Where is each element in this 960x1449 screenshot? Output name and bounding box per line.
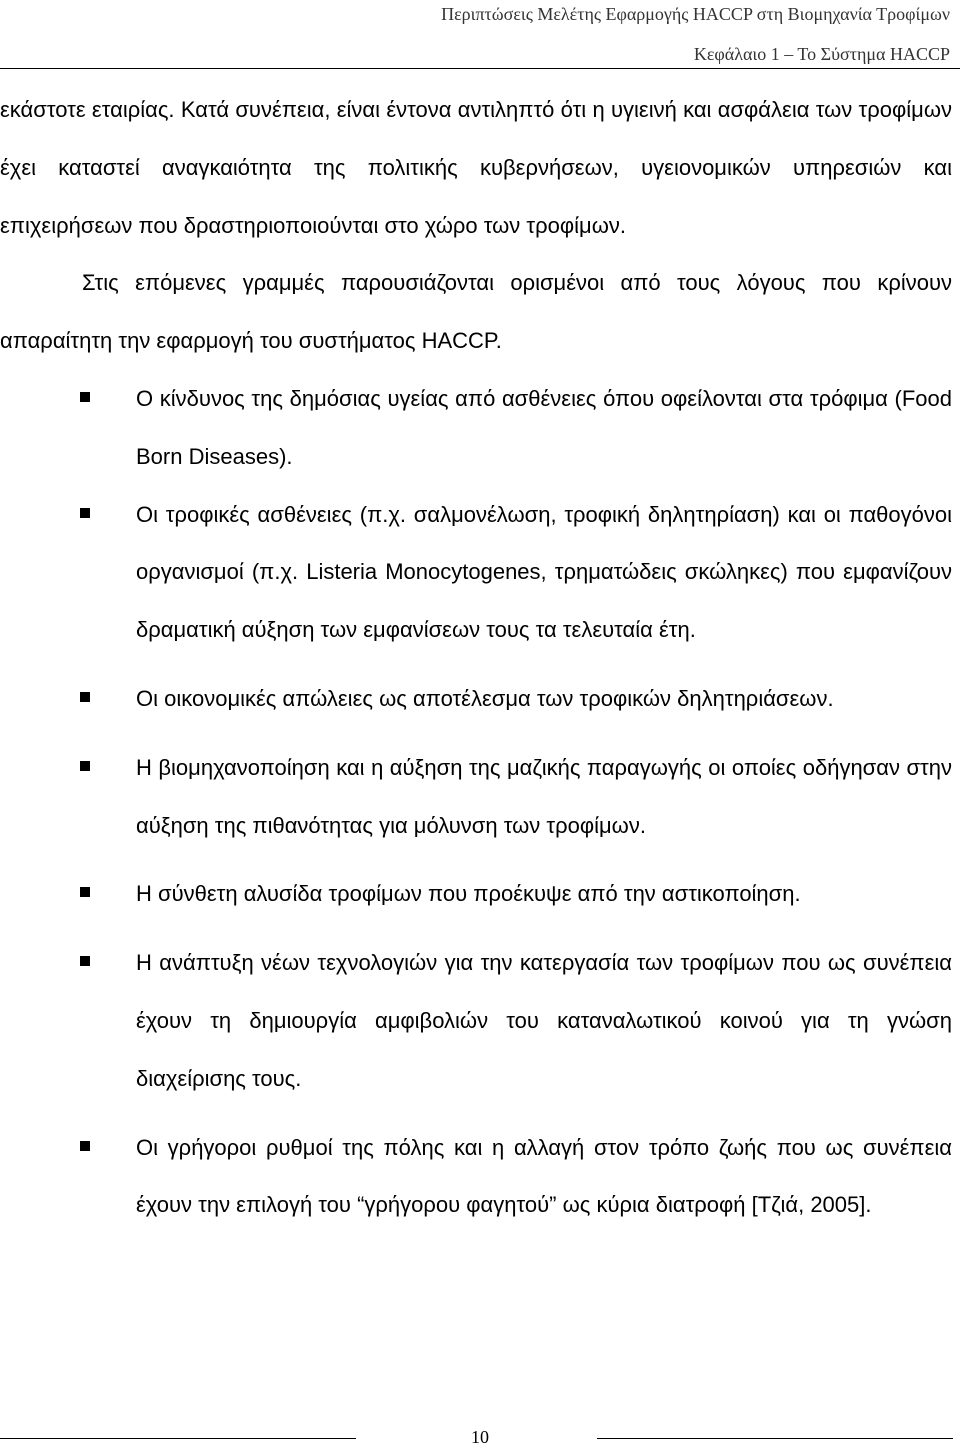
square-bullet-icon	[80, 1141, 90, 1151]
square-bullet-icon	[80, 508, 90, 518]
list-item	[0, 739, 952, 855]
page-body	[0, 81, 952, 1234]
list-item-text: Η βιομηχανοποίηση και η αύξηση της μαζικής παραγωγής οι οποίες οδήγησαν στην αύξηση της πιθανότητας για μόλυνση των τροφίμων.	[136, 754, 952, 838]
footer-divider-right	[597, 1438, 953, 1439]
square-bullet-icon	[80, 692, 90, 702]
list-item	[0, 1119, 952, 1235]
list-item	[0, 670, 952, 728]
list-item	[0, 865, 952, 923]
list-item-text: Οι οικονομικές απώλειες ως αποτέλεσμα των τροφικών δηλητηριάσεων.	[136, 685, 834, 711]
square-bullet-icon	[80, 956, 90, 966]
list-item-text: Οι τροφικές ασθένειες (π.χ. σαλμονέλωση, τροφική δηλητηρίαση) και οι παθογόνοι οργανισμοί (π.χ. Listeria Monocytogenes, τρηματώδεις σκώληκες) που εμφανίζουν δραματική αύξηση των εμφανίσεων τους τα τελευταία έτη.	[136, 501, 952, 643]
page-number: 10	[471, 1427, 489, 1447]
list-item-text: Η ανάπτυξη νέων τεχνολογιών για την κατεργασία των τροφίμων που ως συνέπεια έχουν τη δημιουργία αμφιβολιών του καταναλωτικού κοινού για τη γνώση διαχείρισης τους.	[136, 950, 952, 1091]
square-bullet-icon	[80, 392, 90, 402]
list-item-text: Η σύνθετη αλυσίδα τροφίμων που προέκυψε από την αστικοποίηση.	[136, 881, 801, 907]
list-item-text: Ο κίνδυνος της δημόσιας υγείας από ασθένειες όπου οφείλονται στα τρόφιμα (Food Born Diseases).	[136, 385, 952, 469]
running-header-title: Περιπτώσεις Μελέτης Εφαρμογής HACCP στη Βιομηχανία Τροφίμων	[441, 4, 950, 24]
list-item	[0, 370, 952, 486]
footer-divider-left	[0, 1438, 356, 1439]
reasons-list	[0, 370, 952, 1234]
list-item-text: Οι γρήγοροι ρυθμοί της πόλης και η αλλαγή στον τρόπο ζωής που ως συνέπεια έχουν την επιλογή του “γρήγορου φαγητού” ως κύρια διατροφή [Τζιά, 2005].	[136, 1134, 952, 1218]
paragraph-continuation: εκάστοτε εταιρίας. Κατά συνέπεια, είναι έντονα αντιληπτό ότι η υγιεινή και ασφάλεια των τροφίμων έχει καταστεί αναγκαιότητα της πολιτικής κυβερνήσεων, υγειονομικών υπηρεσιών και επιχειρήσεων που δραστηριοποιούνται στο χώρο των τροφίμων.	[0, 97, 952, 238]
square-bullet-icon	[80, 887, 90, 897]
square-bullet-icon	[80, 761, 90, 771]
list-item	[0, 934, 952, 1107]
running-header-chapter: Κεφάλαιο 1 – Το Σύστημα HACCP	[693, 44, 950, 64]
running-header	[441, 0, 950, 66]
list-item	[0, 486, 952, 659]
paragraph-intro-reasons: Στις επόμενες γραμμές παρουσιάζονται ορισμένοι από τους λόγους που κρίνουν απαραίτητη την εφαρμογή του συστήματος HACCP.	[0, 270, 952, 354]
header-divider	[0, 68, 960, 69]
